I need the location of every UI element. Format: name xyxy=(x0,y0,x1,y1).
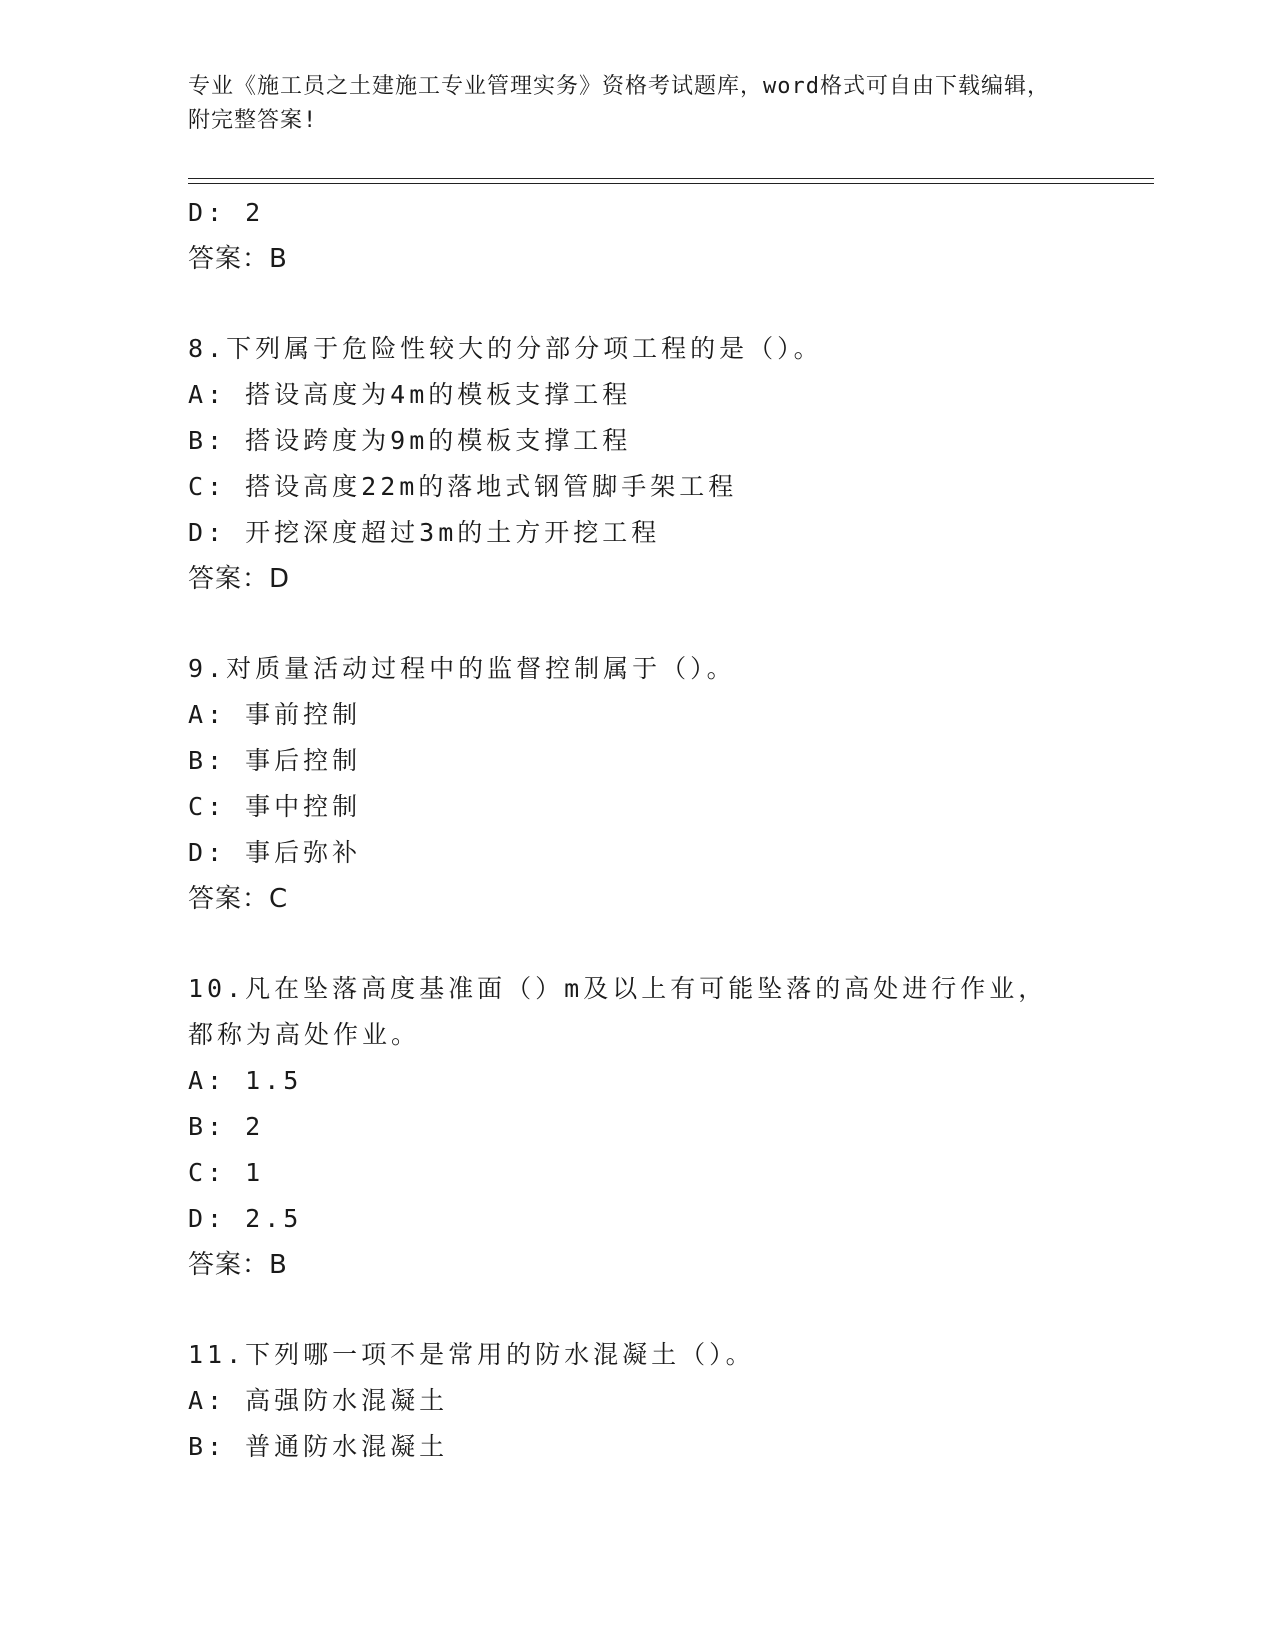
question-9-option-a: A: 事前控制 xyxy=(188,700,362,729)
question-8-option-a: A: 搭设高度为4m的模板支撑工程 xyxy=(188,380,632,409)
question-10-option-b: B: 2 xyxy=(188,1112,265,1141)
prev-question-answer: 答案：B xyxy=(188,244,288,274)
prev-question-option-d: D: 2 xyxy=(188,198,265,227)
document-header: 专业《施工员之土建施工专业管理实务》资格考试题库，word格式可自由下载编辑，附完整答案! xyxy=(188,74,1050,133)
question-9-option-d: D: 事后弥补 xyxy=(188,838,362,867)
question-list xyxy=(188,190,1088,1470)
question-9-answer: 答案：C xyxy=(188,884,289,914)
question-8-stem: 8.下列属于危险性较大的分部分项工程的是（）。 xyxy=(188,334,823,363)
header-divider-top xyxy=(188,178,1154,179)
question-10-answer: 答案：B xyxy=(188,1250,288,1280)
question-9-stem: 9.对质量活动过程中的监督控制属于（）。 xyxy=(188,654,736,683)
question-8-answer: 答案：D xyxy=(188,564,291,594)
question-10-option-c: C: 1 xyxy=(188,1158,265,1187)
header-divider-bottom xyxy=(188,183,1154,184)
question-9-option-b: B: 事后控制 xyxy=(188,746,362,775)
question-11-stem: 11.下列哪一项不是常用的防水混凝土（）。 xyxy=(188,1340,755,1369)
question-10-stem: 10.凡在坠落高度基准面（）m及以上有可能坠落的高处进行作业，都称为高处作业。 xyxy=(188,974,1048,1049)
question-8-option-b: B: 搭设跨度为9m的模板支撑工程 xyxy=(188,426,632,455)
question-8-option-c: C: 搭设高度22m的落地式钢管脚手架工程 xyxy=(188,472,738,501)
question-10-option-a: A: 1.5 xyxy=(188,1066,303,1095)
question-11-option-b: B: 普通防水混凝土 xyxy=(188,1432,449,1461)
question-9-option-c: C: 事中控制 xyxy=(188,792,362,821)
question-8-option-d: D: 开挖深度超过3m的土方开挖工程 xyxy=(188,518,661,547)
question-11-option-a: A: 高强防水混凝土 xyxy=(188,1386,449,1415)
question-10-option-d: D: 2.5 xyxy=(188,1204,303,1233)
